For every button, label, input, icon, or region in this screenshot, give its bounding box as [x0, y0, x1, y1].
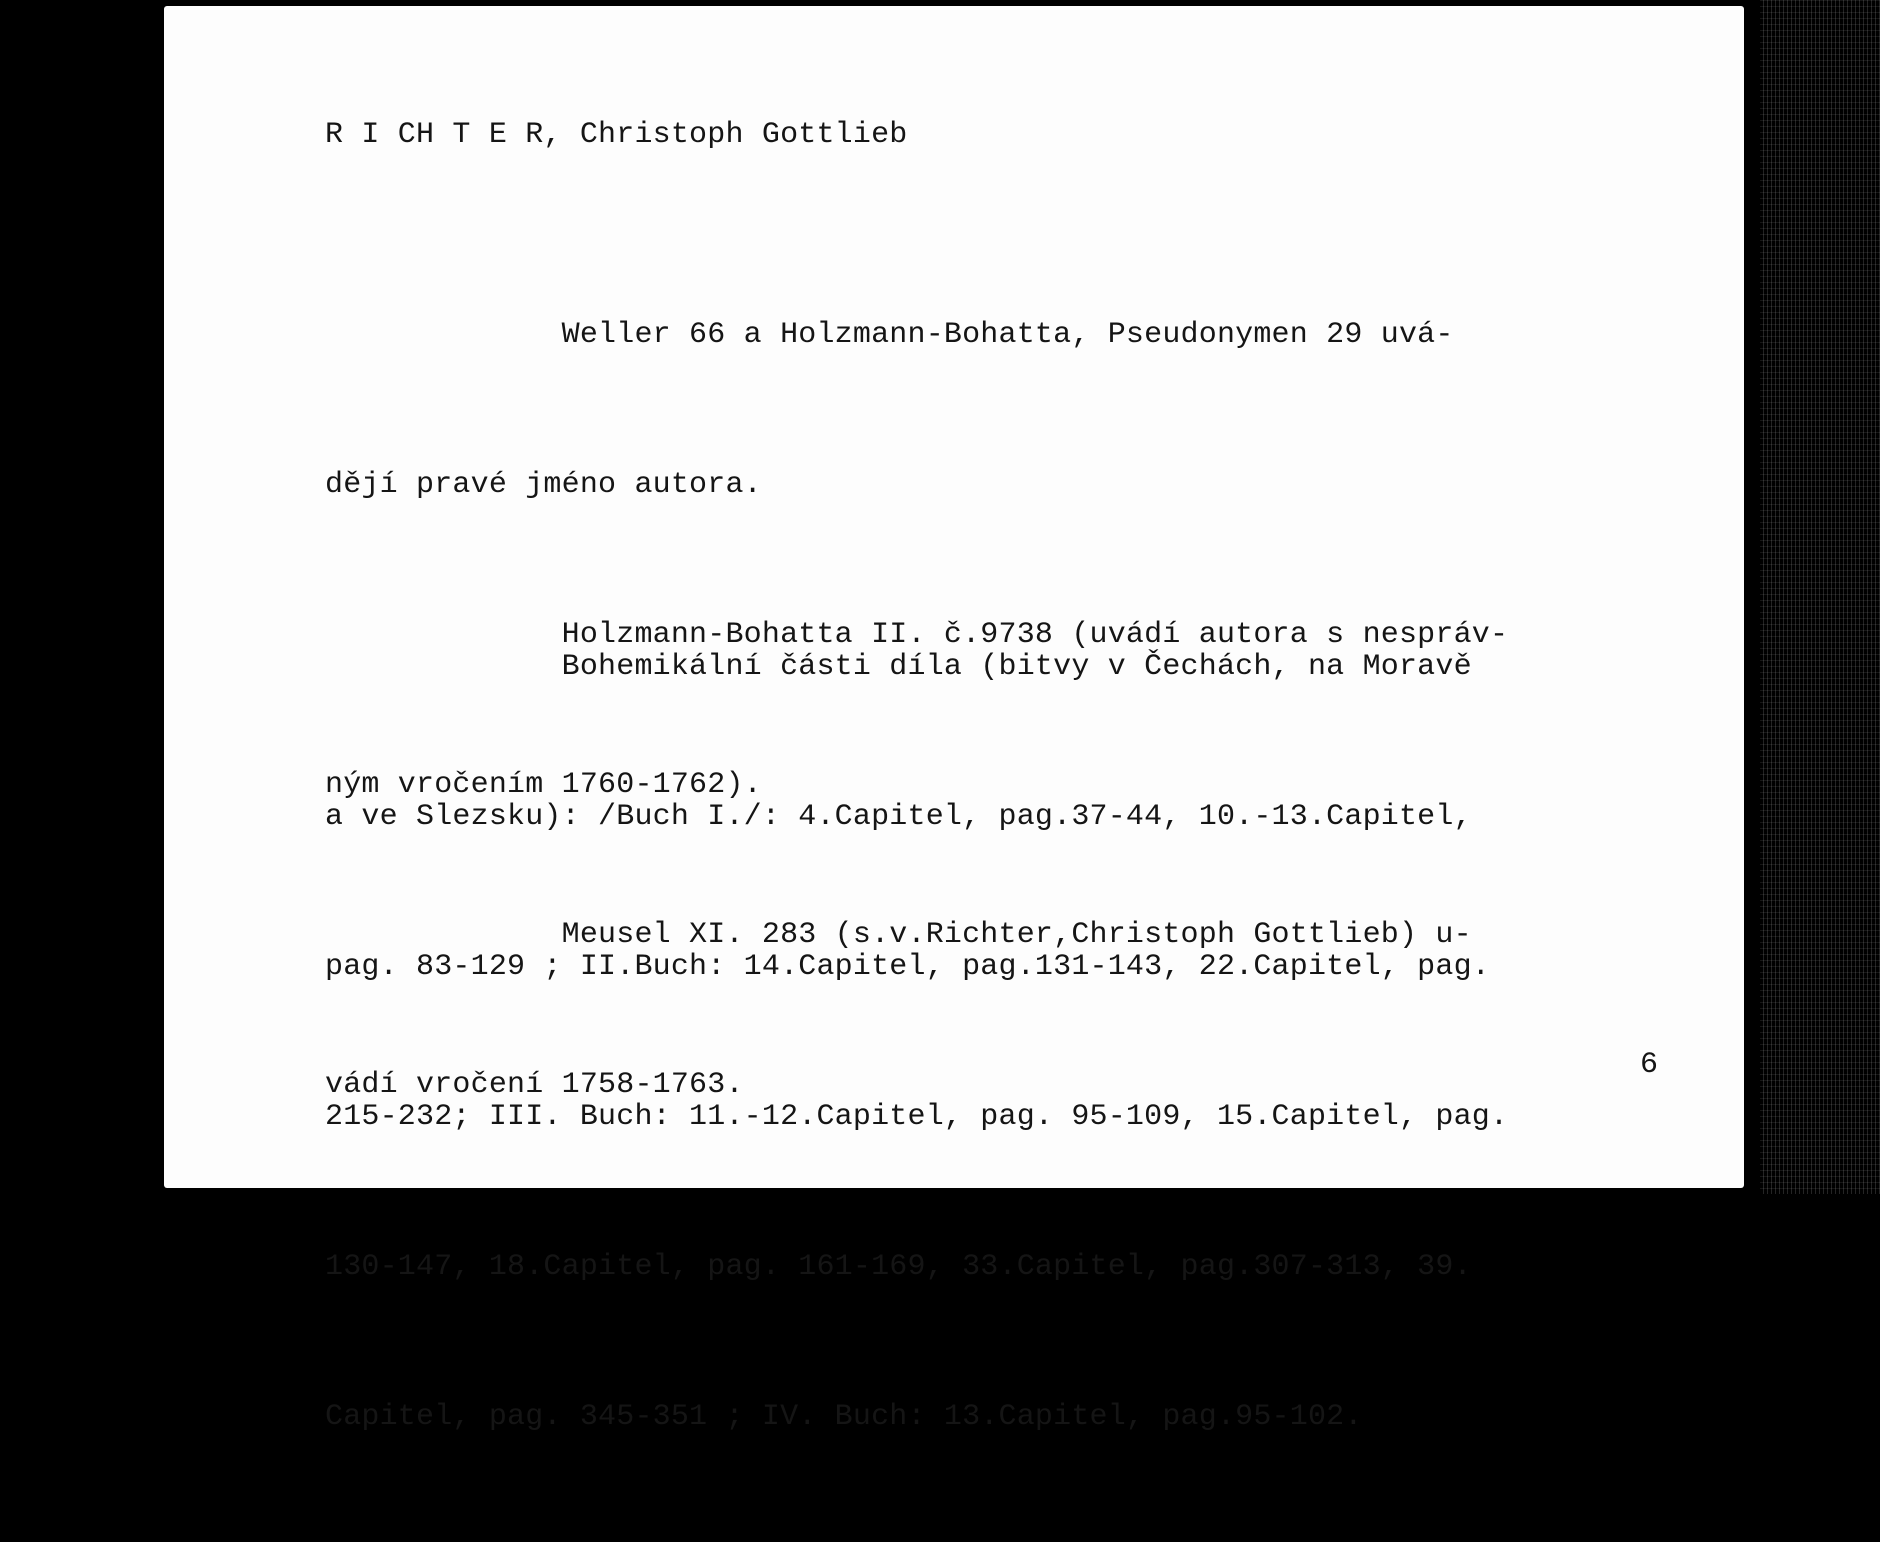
reference-line: ným vročením 1760-1762).	[325, 768, 762, 802]
bohemical-line: a ve Slezsku): /Buch I./: 4.Capitel, pag.37-44, 10.-13.Capitel,	[325, 800, 1472, 834]
bohemical-line: 215-232; III. Buch: 11.-12.Capitel, pag. 95-109, 15.Capitel, pag.	[325, 1100, 1509, 1134]
reference-line: Holzmann-Bohatta II. č.9738 (uvádí autora s nespráv-	[325, 618, 1509, 652]
scan-noise-edge	[1760, 0, 1880, 1194]
page-number: 6	[1640, 1048, 1659, 1082]
bohemical-parts-paragraph	[325, 542, 1508, 1542]
reference-line: vádí vročení 1758-1763.	[325, 1068, 744, 1102]
bohemical-line: Bohemikální části díla (bitvy v Čechách, na Moravě	[325, 650, 1472, 684]
bohemical-line: pag. 83-129 ; II.Buch: 14.Capitel, pag.131-143, 22.Capitel, pag.	[325, 950, 1490, 984]
bohemical-line: 130-147, 18.Capitel, pag. 161-169, 33.Capitel, pag.307-313, 39.	[325, 1250, 1472, 1284]
bohemical-line: Capitel, pag. 345-351 ; IV. Buch: 13.Capitel, pag.95-102.	[325, 1400, 1363, 1434]
card-heading: R I CH T E R, Christoph Gottlieb	[325, 118, 908, 152]
reference-line: Weller 66 a Holzmann-Bohatta, Pseudonymen 29 uvá-	[325, 318, 1454, 352]
reference-line: dějí pravé jméno autora.	[325, 468, 762, 502]
reference-line: Meusel XI. 283 (s.v.Richter,Christoph Gottlieb) u-	[325, 918, 1472, 952]
